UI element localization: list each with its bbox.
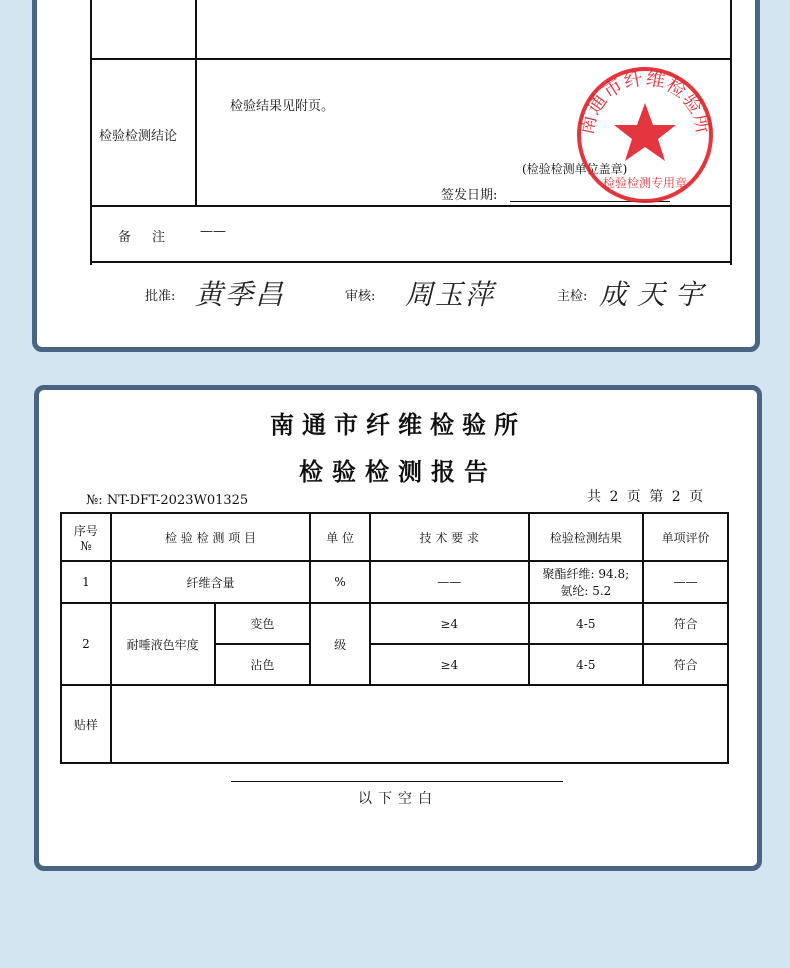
sample-area — [111, 685, 728, 763]
row2-sub1-result: 4-5 — [529, 603, 644, 644]
official-seal-stamp — [575, 65, 715, 205]
approve-signature: 黄季昌 — [195, 278, 286, 311]
issue-date-label: 签发日期: — [441, 188, 498, 203]
conclusion-label: 检验检测结论 — [99, 129, 178, 144]
row2-sub1-evaluation: 符合 — [643, 603, 728, 644]
report-number: №: NT-DFT-2023W01325 — [86, 493, 249, 508]
sample-row — [61, 685, 728, 763]
row1-result: 聚酯纤维: 94.8; 氨纶: 5.2 — [529, 561, 644, 603]
stamp-bottom-text: 检验检测专用章 — [602, 176, 688, 190]
org-title: 南通市纤维检验所 — [270, 410, 526, 439]
row2-sub1-requirement: ≥4 — [370, 603, 528, 644]
row2-item: 耐唾液色牢度 — [111, 603, 215, 685]
remarks-value: —— — [200, 224, 226, 239]
row1-unit: % — [310, 561, 370, 603]
row2-sub2-result: 4-5 — [529, 644, 644, 685]
header-result: 检验检测结果 — [529, 513, 644, 561]
header-evaluation: 单项评价 — [643, 513, 728, 561]
header-requirement: 技 术 要 求 — [370, 513, 528, 561]
conclusion-text: 检验结果见附页。 — [230, 99, 335, 114]
inspect-label: 主检: — [557, 289, 588, 304]
page-info: 共 2 页 第 2 页 — [587, 489, 706, 505]
row1-seq: 1 — [61, 561, 111, 603]
results-table — [60, 512, 729, 764]
header-unit: 单 位 — [310, 513, 370, 561]
row2-sub2-requirement: ≥4 — [370, 644, 528, 685]
sample-label: 贴样 — [61, 685, 111, 763]
review-signature: 周玉萍 — [405, 278, 496, 311]
seal-note: (检验检测单位盖章) — [522, 162, 628, 176]
row2-unit: 级 — [310, 603, 370, 685]
inspect-signature: 成天宇 — [599, 278, 714, 311]
row1-requirement: —— — [370, 561, 528, 603]
header-item: 检 验 检 测 项 目 — [111, 513, 310, 561]
conclusion-table — [90, 0, 732, 265]
blank-below-text: 以下空白 — [358, 791, 438, 807]
row2-sub2-name: 沾色 — [215, 644, 311, 685]
report-page-1-card — [32, 0, 760, 352]
doc-title: 检验检测报告 — [299, 457, 497, 486]
row1-item: 纤维含量 — [111, 561, 310, 603]
row2-seq: 2 — [61, 603, 111, 685]
row1-evaluation: —— — [643, 561, 728, 603]
table-header-row — [61, 513, 728, 561]
stamp-ring-text: 南通市纤维检验所 — [575, 67, 715, 137]
table-row — [61, 561, 728, 603]
row2-sub2-evaluation: 符合 — [643, 644, 728, 685]
remarks-label: 备 注 — [118, 230, 170, 245]
blank-divider — [231, 781, 563, 782]
review-label: 审核: — [345, 289, 376, 304]
row2-sub1-name: 变色 — [215, 603, 311, 644]
table-row — [61, 603, 728, 644]
header-seq: 序号 № — [61, 513, 111, 561]
approve-label: 批准: — [145, 289, 176, 304]
report-page-2-card — [34, 385, 762, 871]
